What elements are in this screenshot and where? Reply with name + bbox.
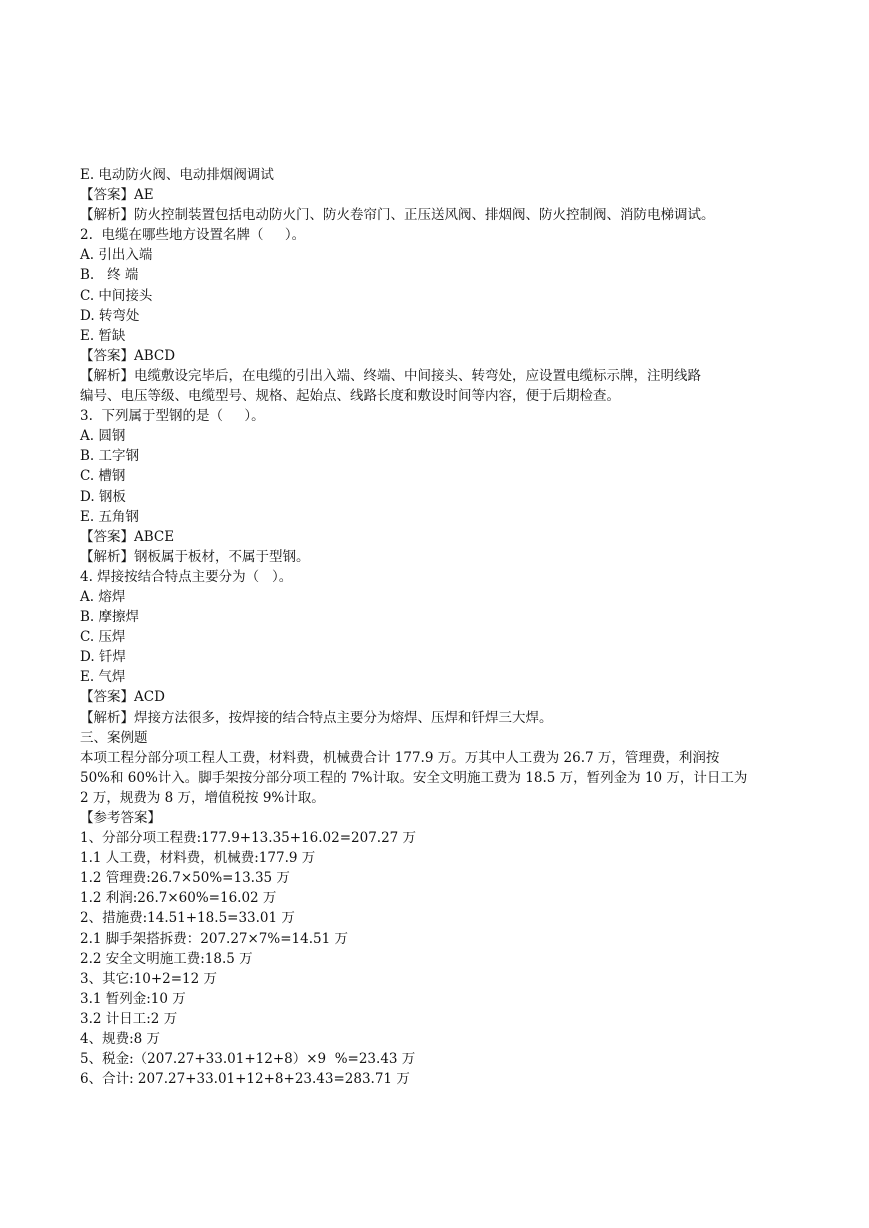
option-line: C. 中间接头	[80, 287, 153, 304]
calculation-line: 2.1 脚手架搭拆费：207.27×7%=14.51 万	[80, 930, 348, 947]
option-line: E. 暂缺	[80, 327, 126, 344]
calculation-line: 3.1 暂列金:10 万	[80, 990, 186, 1007]
calculation-line: 4、规费:8 万	[80, 1031, 161, 1048]
case-text-line: 本项工程分部分项工程人工费，材料费，机械费合计 177.9 万。万其中人工费为 26.7 万，管理费，利润按	[80, 749, 720, 766]
calculation-line: 3.2 计日工:2 万	[80, 1010, 178, 1027]
answer-line: 【答案】ABCE	[80, 528, 175, 545]
option-line: D. 转弯处	[80, 307, 140, 324]
calculation-line: 1.1 人工费，材料费，机械费:177.9 万	[80, 850, 316, 867]
explanation-line: 【解析】电缆敷设完毕后，在电缆的引出入端、终端、中间接头、转弯处，应设置电缆标示牌，注明线路	[80, 367, 701, 384]
calculation-line: 2.2 安全文明施工费:18.5 万	[80, 950, 253, 967]
option-line: C. 压焊	[80, 629, 126, 646]
option-line: B. 摩擦焊	[80, 609, 140, 626]
option-line: C. 槽钢	[80, 468, 126, 485]
question-line: 4. 焊接按结合特点主要分为（ ）。	[80, 568, 293, 585]
explanation-line: 【解析】焊接方法很多，按焊接的结合特点主要分为熔焊、压焊和钎焊三大焊。	[80, 709, 553, 726]
answer-line: 【答案】ACD	[80, 689, 165, 706]
option-line: B. 工字钢	[80, 448, 140, 465]
option-line: E. 五角钢	[80, 508, 139, 525]
answer-line: 【答案】AE	[80, 187, 154, 204]
case-text-line: 50%和 60%计入。脚手架按分部分项工程的 7%计取。安全文明施工费为 18.5 万，暂列金为 10 万，计日工为	[80, 769, 748, 786]
case-text-line: 2 万，规费为 8 万，增值税按 9%计取。	[80, 789, 325, 806]
option-e-line: E. 电动防火阀、电动排烟阀调试	[80, 167, 274, 183]
calculation-line: 1.2 管理费:26.7×50%=13.35 万	[80, 870, 290, 887]
option-line: D. 钢板	[80, 488, 126, 505]
calculation-line: 1.2 利润:26.7×60%=16.02 万	[80, 890, 277, 907]
calculation-line: 2、措施费:14.51+18.5=33.01 万	[80, 910, 295, 927]
answer-line: 【答案】ABCD	[80, 347, 176, 364]
option-line: E. 气焊	[80, 669, 126, 686]
option-line: A. 引出入端	[80, 247, 153, 264]
reference-answer-heading: 【参考答案】	[80, 810, 161, 826]
option-line: A. 熔焊	[80, 588, 126, 605]
question-line: 3. 下列属于型钢的是（ ）。	[80, 408, 265, 425]
option-line: A. 圆钢	[80, 428, 126, 445]
calculation-line: 3、其它:10+2=12 万	[80, 970, 217, 987]
explanation-line: 编号、电压等级、电缆型号、规格、起始点、线路长度和敷设时间等内容，便于后期检查。	[80, 388, 620, 405]
option-line: D. 钎焊	[80, 649, 126, 666]
explanation-line: 【解析】防火控制装置包括电动防火门、防火卷帘门、正压送风阀、排烟阀、防火控制阀、消防电梯调试。	[80, 207, 715, 224]
calculation-line: 6、合计: 207.27+33.01+12+8+23.43=283.71 万	[80, 1071, 410, 1088]
explanation-line: 【解析】钢板属于板材，不属于型钢。	[80, 548, 310, 565]
calculation-line: 5、税金:（207.27+33.01+12+8）×9 %=23.43 万	[80, 1051, 416, 1068]
option-line: B. 终 端	[80, 267, 139, 284]
document-page	[80, 165, 800, 1089]
section-heading: 三、案例题	[80, 729, 148, 746]
question-line: 2. 电缆在哪些地方设置名牌（ ）。	[80, 227, 306, 244]
calculation-line: 1、分部分项工程费:177.9+13.35+16.02=207.27 万	[80, 830, 417, 847]
